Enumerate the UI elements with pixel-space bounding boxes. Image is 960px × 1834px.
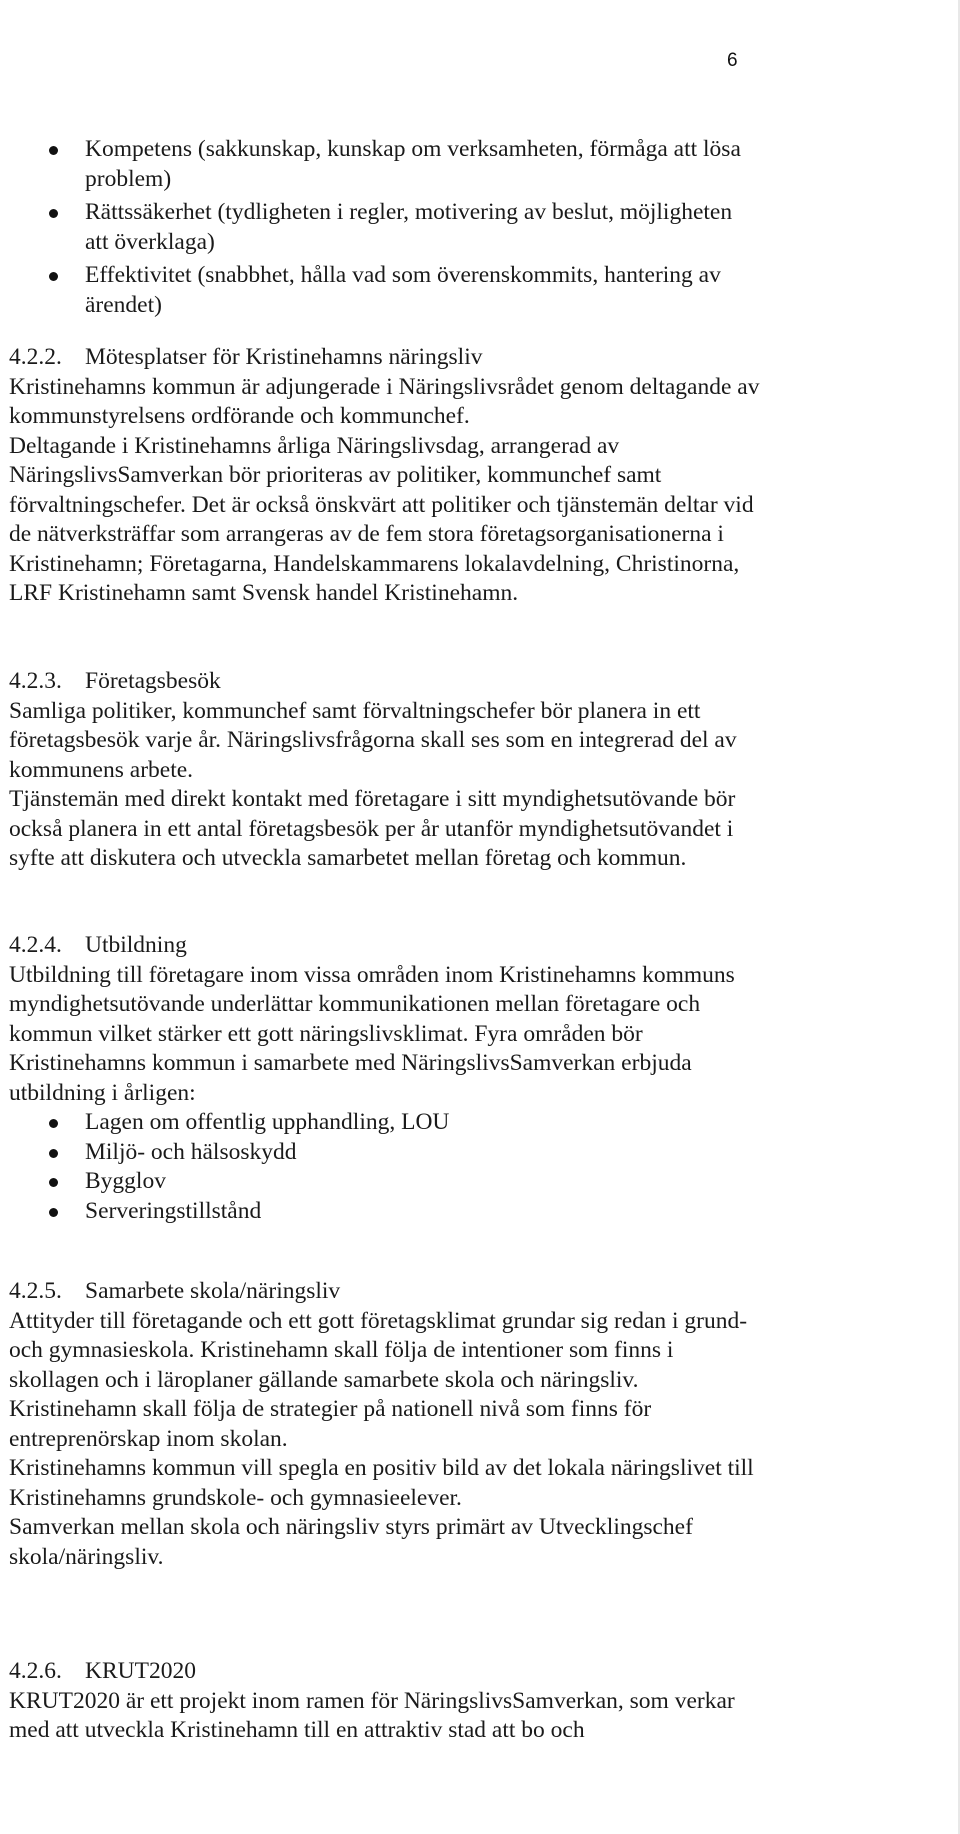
section-number: 4.2.5.	[9, 1278, 62, 1304]
top-bullet-list-block	[0, 135, 760, 320]
section-title: Företagsbesök	[85, 668, 221, 694]
section-number: 4.2.4.	[9, 932, 62, 958]
section-number: 4.2.2.	[9, 344, 62, 370]
section-title: Mötesplatser för Kristinehamns näringsliv	[85, 344, 483, 370]
section-4-2-4	[9, 931, 769, 1226]
list-item: Miljö- och hälsoskydd	[0, 1138, 769, 1168]
paragraph: Kristinehamn skall följa de strategier på nationell nivå som finns för entreprenörskap inom skolan.	[9, 1396, 652, 1452]
paragraph: Samliga politiker, kommunchef samt förvaltningschefer bör planera in ett företagsbesök varje år. Näringslivsfrågorna skall ses som en integrerad del av kommunens arbete.	[9, 697, 737, 783]
section-title: Samarbete skola/näringsliv	[85, 1278, 341, 1304]
section-4-2-5	[9, 1277, 769, 1572]
section-4-2-2	[9, 343, 769, 609]
paragraph: Kristinehamns kommun vill spegla en positiv bild av det lokala näringslivet till Kristinehamns grundskole- och gymnasieelever.	[9, 1455, 754, 1511]
section-heading	[9, 1277, 769, 1307]
section-title: KRUT2020	[85, 1658, 196, 1684]
section-4-2-6	[9, 1657, 769, 1746]
paragraph: Samverkan mellan skola och näringsliv styrs primärt av Utvecklingschef skola/näringsliv.	[9, 1514, 693, 1570]
paragraph: Attityder till företagande och ett gott företagsklimat grundar sig redan i grund- och gymnasieskola. Kristinehamn skall följa de intentioner som finns i skollagen och i läroplaner gällande samarbete skola och näringsliv.	[9, 1307, 748, 1393]
list-item: Lagen om offentlig upphandling, LOU	[0, 1108, 769, 1138]
paragraph: Deltagande i Kristinehamns årliga Näringslivsdag, arrangerad av NäringslivsSamverkan bör prioriteras av politiker, kommunchef samt förvaltningschefer. Det är också önskvärt att politiker och tjänstemän deltar vid de nätverksträffar som arrangeras av de fem stora företagsorganisationerna i Kristinehamn; Företagarna, Handelskammarens lokalavdelning, Christinorna, LRF Kristinehamn samt Svensk handel Kristinehamn.	[9, 432, 754, 606]
list-item: Effektivitet (snabbhet, hålla vad som överenskommits, hantering av ärendet)	[0, 261, 760, 320]
section-4-2-3	[9, 667, 769, 874]
top-bullet-list	[0, 135, 760, 320]
list-item: Kompetens (sakkunskap, kunskap om verksamheten, förmåga att lösa problem)	[0, 135, 760, 194]
paragraph: Utbildning till företagare inom vissa områden inom Kristinehamns kommuns myndighetsutövande underlättar kommunikationen mellan företagare och kommun vilket stärker ett gott näringslivsklimat. Fyra områden bör Kristinehamns kommun i samarbete med NäringslivsSamverkan erbjuda utbildning i årligen:	[9, 961, 735, 1106]
section-number: 4.2.6.	[9, 1658, 62, 1684]
section-heading	[9, 667, 769, 697]
training-list	[0, 1108, 769, 1226]
paragraph: KRUT2020 är ett projekt inom ramen för NäringslivsSamverkan, som verkar med att utveckla Kristinehamn till en attraktiv stad att bo och	[9, 1687, 735, 1743]
list-item: Bygglov	[0, 1167, 769, 1197]
paragraph: Tjänstemän med direkt kontakt med företagare i sitt myndighetsutövande bör också planera in ett antal företagsbesök per år utanför myndighetsutövandet i syfte att diskutera och utveckla samarbetet mellan företag och kommun.	[9, 786, 736, 871]
section-title: Utbildning	[85, 932, 187, 958]
section-heading	[9, 343, 769, 373]
list-item: Rättssäkerhet (tydligheten i regler, motivering av beslut, möjligheten att överklaga)	[0, 198, 760, 257]
page-number: 6	[727, 50, 738, 71]
section-number: 4.2.3.	[9, 668, 62, 694]
section-heading	[9, 1657, 769, 1687]
list-item: Serveringstillstånd	[0, 1197, 769, 1227]
section-heading	[9, 931, 769, 961]
paragraph: Kristinehamns kommun är adjungerade i Näringslivsrådet genom deltagande av kommunstyrelsens ordförande och kommunchef.	[9, 373, 760, 429]
